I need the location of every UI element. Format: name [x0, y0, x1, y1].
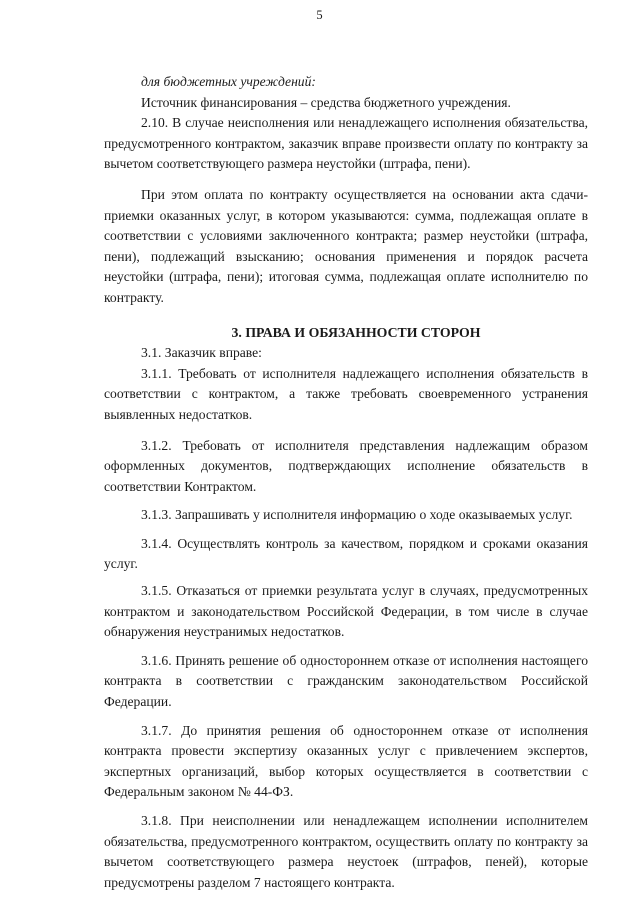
clause-3-1-7: 3.1.7. До принятия решения об одностороннем отказе от исполнения контракта провести экспертизу оказанных услуг с привлечением экспертов, экспертных организаций, выбор которых осуществляется в соответствии с Федеральным законом № 44-ФЗ.	[104, 722, 588, 800]
document-body	[104, 72, 588, 893]
funding-source-paragraph: Источник финансирования – средства бюджетного учреждения.	[141, 94, 511, 110]
clause-3-1-4: 3.1.4. Осуществлять контроль за качеством, порядком и сроками оказания услуг.	[104, 535, 588, 572]
clause-3-1-3: 3.1.3. Запрашивать у исполнителя информацию о ходе оказываемых услуг.	[141, 507, 573, 523]
clause-3-1-1: 3.1.1. Требовать от исполнителя надлежащего исполнения обязательств в соответствии с контрактом, а также требовать своевременного устранения выявленных недостатков.	[104, 365, 588, 422]
clause-3-1-2: 3.1.2. Требовать от исполнителя представления надлежащим образом оформленных документов, подтверждающих исполнение обязательств в соответствии Контрактом.	[104, 437, 588, 494]
section-3-heading: 3. ПРАВА И ОБЯЗАННОСТИ СТОРОН	[231, 324, 481, 340]
clause-3-1: 3.1. Заказчик вправе:	[141, 345, 262, 361]
clause-3-1-6: 3.1.6. Принять решение об одностороннем отказе от исполнения настоящего контракта в соответствии с гражданским законодательством Российской Федерации.	[104, 652, 588, 710]
clause-2-10: 2.10. В случае неисполнения или ненадлежащего исполнения обязательства, предусмотренного контрактом, заказчик вправе произвести оплату по контракту за вычетом соответствующего размера неустойки (штрафа, пени).	[104, 115, 588, 172]
budget-institutions-label: для бюджетных учреждений:	[141, 74, 316, 89]
page-number: 5	[316, 8, 323, 22]
clause-3-1-8: 3.1.8. При неисполнении или ненадлежащем исполнении исполнителем обязательства, предусмотренного контрактом, осуществить оплату по контракту за вычетом соответствующего размера неустоек (штрафов, пеней), которые предусмотрены разделом 7 настоящего контракта.	[104, 813, 588, 890]
clause-3-1-5: 3.1.5. Отказаться от приемки результата услуг в случаях, предусмотренных контрактом и законодательством Российской Федерации, в том числе в случае обнаружения неустранимых недостатков.	[104, 583, 588, 640]
payment-act-paragraph: При этом оплата по контракту осуществляется на основании акта сдачи-приемки оказанных услуг, в котором указываются: сумма, подлежащая оплате в соответствии с условиями заключенного контракта; размер неустойки (штрафа, пени), подлежащий взысканию; основания применения и порядок расчета неустойки (штрафа, пени); итоговая сумма, подлежащая оплате исполнителю по контракту.	[104, 186, 588, 305]
